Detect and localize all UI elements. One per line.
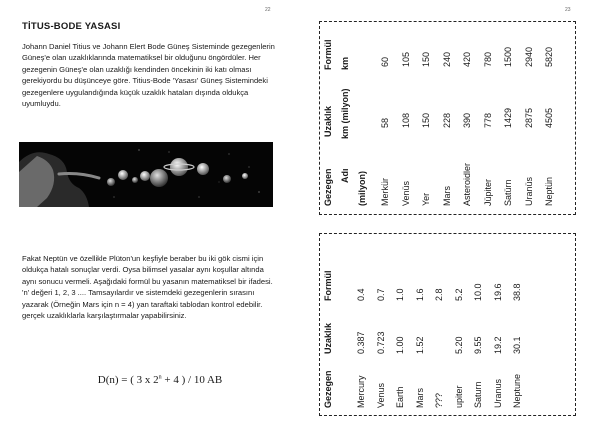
table-cell-formula: 150 bbox=[421, 51, 431, 67]
table-cell-name: Asteroidler bbox=[462, 162, 472, 206]
table-cell-name: Venus bbox=[375, 382, 386, 408]
table-cell-formula: 0.4 bbox=[356, 288, 366, 301]
table-cell-name: Satürn bbox=[503, 179, 513, 206]
table-cell-formula: 2.8 bbox=[434, 288, 444, 301]
header-planet-name-3: (milyon) bbox=[357, 171, 367, 206]
table-cell-formula: 420 bbox=[462, 51, 472, 67]
table-cell-name: Yer bbox=[421, 192, 431, 206]
table-cell-formula: 38.8 bbox=[512, 283, 522, 301]
table-cell-dist: 4505 bbox=[544, 107, 554, 128]
table-cell-formula: 2940 bbox=[523, 46, 534, 67]
table-cell-name: ??? bbox=[434, 392, 444, 408]
distance-table-km bbox=[319, 21, 576, 215]
table-cell-name: Merkür bbox=[380, 177, 390, 206]
table-cell-dist: 228 bbox=[441, 112, 452, 128]
table-cell-dist: 58 bbox=[380, 117, 390, 128]
table-cell-formula: 105 bbox=[400, 51, 411, 67]
table-cell-dist: 30.1 bbox=[512, 336, 522, 354]
titius-bode-formula: D(n) = ( 3 x $2^n + 4$ ) / 10 AB bbox=[97, 374, 223, 386]
table-cell-dist: 0.387 bbox=[356, 331, 366, 354]
table-cell-name: Neptune bbox=[512, 373, 522, 408]
header-planet-name-2: Adı bbox=[340, 168, 350, 183]
table-cell-dist: 9.55 bbox=[473, 336, 483, 354]
header-planet-name: Gezegen bbox=[323, 168, 333, 206]
page-title: TİTUS-BODE YASASI bbox=[22, 21, 121, 32]
table-cell-dist: 778 bbox=[482, 112, 493, 128]
table-cell-formula: 60 bbox=[380, 56, 390, 67]
table-cell-dist: 19.2 bbox=[492, 336, 503, 354]
page-number-right: 23 bbox=[565, 7, 571, 13]
table-cell-dist: 150 bbox=[421, 112, 431, 128]
intro-paragraph: Johann Daniel Titius ve Johann Elert Bode Güneş Sisteminde gezegenlerin Güneş'e olan uzaklıklarında matematiksel bir olduğunu öngördüler. Her gezegenin Güneş'e olan uzaklığı kendinden öncekinin iki katı olması gerekiyordu bu düşünceye göre. Titius-Bode 'Yasası' Güneş Sistemindeki gezegenlere uygulandığında küçük uzaklık hataları dışında oldukça uyumluydu. bbox=[22, 42, 275, 109]
table-cell-name: Uranüs bbox=[523, 176, 534, 206]
header-planet: Gezegen bbox=[323, 370, 333, 408]
table-cell-formula: 780 bbox=[482, 51, 493, 67]
table-cell-dist: 5.20 bbox=[453, 336, 464, 354]
table-cell-formula: 240 bbox=[441, 51, 452, 67]
table-cell-dist: 1.00 bbox=[395, 336, 405, 354]
table-cell-name: Mercury bbox=[356, 375, 366, 408]
solar-system-photo bbox=[19, 142, 273, 207]
table-cell-formula: 5820 bbox=[544, 46, 554, 67]
page-number-left: 22 bbox=[265, 7, 271, 13]
table-cell-name: Earth bbox=[395, 386, 405, 408]
table-cell-formula: 1.6 bbox=[414, 288, 425, 301]
table-cell-name: Uranus bbox=[492, 378, 503, 408]
table-cell-formula: 19.6 bbox=[492, 283, 503, 301]
table-cell-dist: 0.723 bbox=[375, 331, 386, 354]
table-cell-formula: 0.7 bbox=[375, 288, 386, 301]
header-formula: Formül bbox=[323, 39, 333, 70]
table-cell-name: Venüs bbox=[400, 180, 411, 206]
header-distance: Uzaklık bbox=[323, 105, 333, 137]
table-cell-name: Jüpiter bbox=[482, 178, 493, 206]
table-cell-name: Mars bbox=[414, 388, 425, 408]
table-cell-name: Neptün bbox=[544, 176, 554, 206]
distance-table-au bbox=[319, 233, 576, 416]
header-formula-unit: km bbox=[340, 56, 350, 70]
header-distance-unit: km (milyon) bbox=[340, 88, 350, 139]
table-cell-name: Saturn bbox=[473, 381, 483, 408]
table-cell-formula: 5.2 bbox=[453, 288, 464, 301]
table-cell-formula: 1500 bbox=[503, 46, 513, 67]
header-distance: Uzaklık bbox=[323, 322, 333, 354]
table-cell-formula: 1.0 bbox=[395, 288, 405, 301]
header-formula: Formül bbox=[323, 270, 333, 301]
table-cell-name: upiter bbox=[453, 385, 464, 408]
table-cell-dist: 1429 bbox=[503, 107, 513, 128]
table-cell-formula: 10.0 bbox=[473, 283, 483, 301]
table-cell-dist: 108 bbox=[400, 112, 411, 128]
table-cell-name: Mars bbox=[441, 186, 452, 206]
table-cell-dist: 1.52 bbox=[414, 336, 425, 354]
table-cell-dist: 2875 bbox=[523, 107, 534, 128]
body-paragraph: Fakat Neptün ve özellikle Plüton'un keşfiyle beraber bu iki gök cismi için oldukça hatalı sonuçlar verdi. Oysa bilimsel yasalar aynı koşullar altında aynı sonucu vermeli. Aşağıdaki formül bu yasanın matematiksel bir ifadesi. 'n' değeri 1, 2, 3 .... Tamsayılardır ve sistemdeki gezegenlerin sırasını yazarak (Örneğin Mars için n = 4) yan taraftaki tablodan kontrol edebilir. gerçek uzaklıklarla karşılaştırmalar yapabilirsiniz. bbox=[22, 254, 273, 321]
table-cell-dist: 390 bbox=[462, 112, 472, 128]
